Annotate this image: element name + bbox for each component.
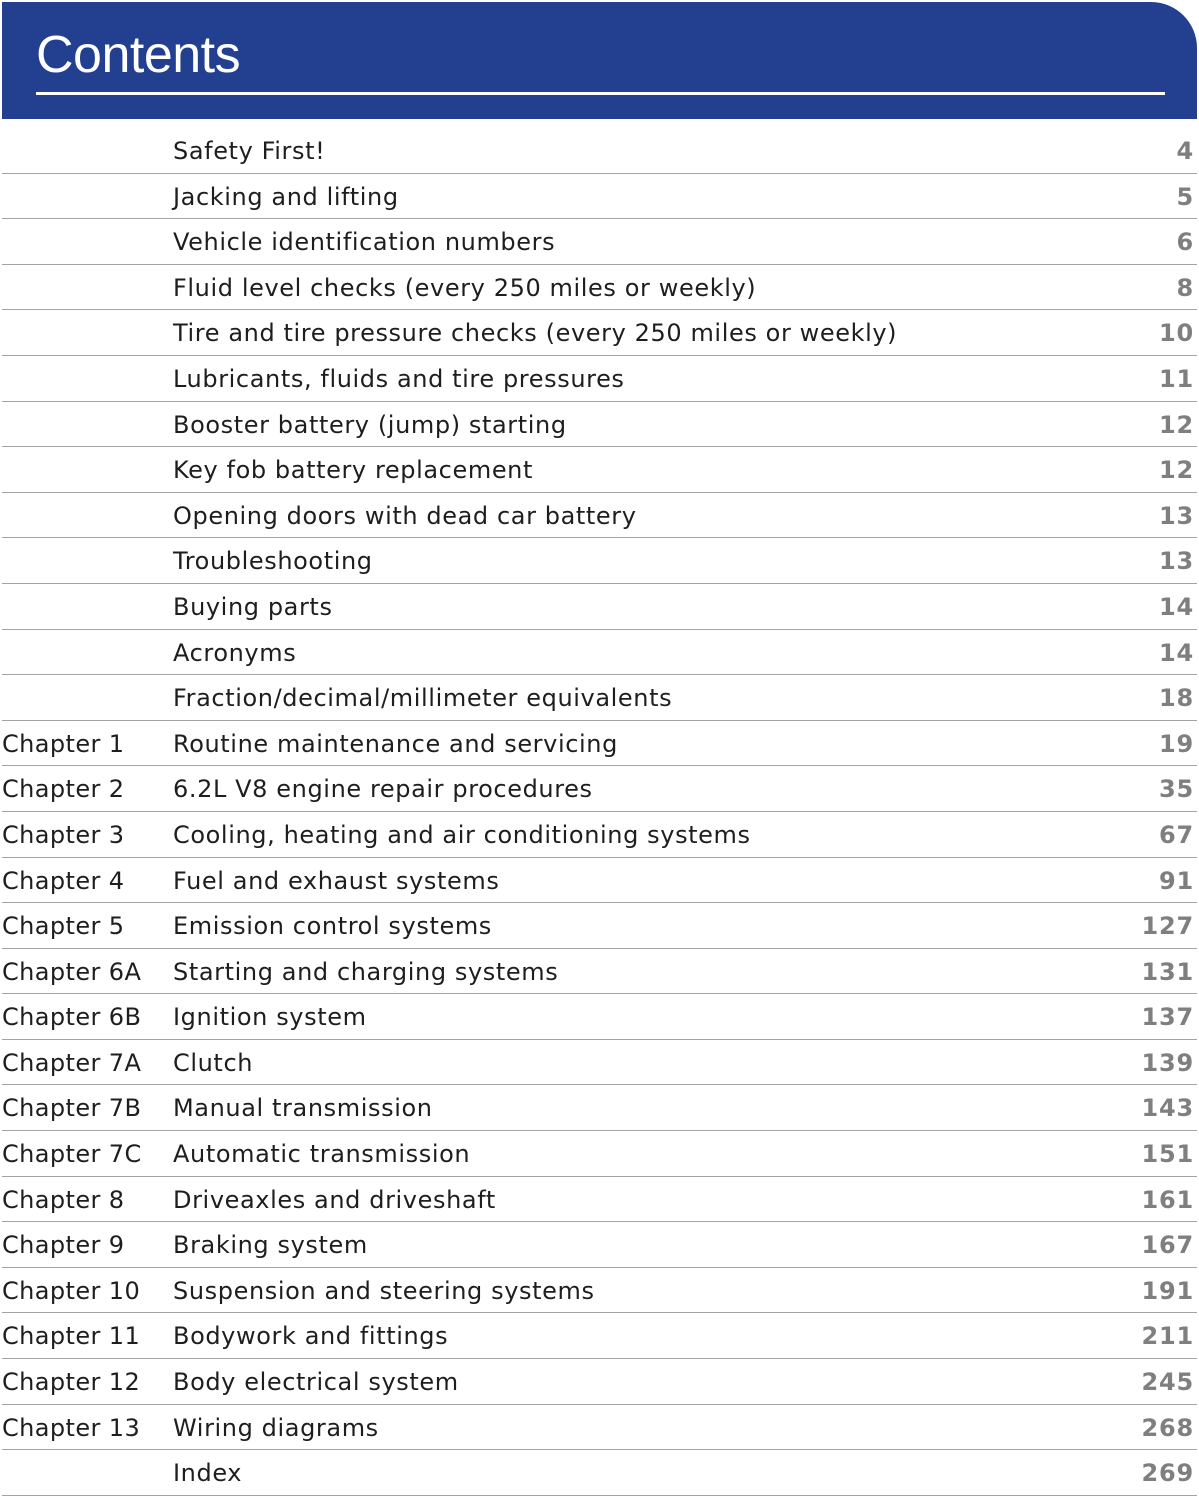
toc-entry[interactable] bbox=[2, 402, 1197, 448]
toc-page-number: 8 bbox=[1176, 273, 1194, 302]
toc-entry[interactable] bbox=[2, 675, 1197, 721]
toc-entry[interactable] bbox=[2, 174, 1197, 220]
toc-entry[interactable] bbox=[2, 128, 1197, 174]
toc-section-title[interactable]: Troubleshooting bbox=[173, 547, 373, 576]
toc-section-title[interactable]: Key fob battery replacement bbox=[173, 456, 534, 485]
toc-entry[interactable] bbox=[2, 493, 1197, 539]
toc-chapter-label: Chapter 8 bbox=[2, 1185, 125, 1214]
toc-entry[interactable] bbox=[2, 265, 1197, 311]
table-of-contents bbox=[2, 128, 1197, 1496]
toc-entry[interactable] bbox=[2, 310, 1197, 356]
page-title: Contents bbox=[36, 26, 241, 84]
toc-entry[interactable] bbox=[2, 1313, 1197, 1359]
toc-page-number: 268 bbox=[1141, 1413, 1194, 1442]
toc-section-title[interactable]: Driveaxles and driveshaft bbox=[173, 1185, 496, 1214]
toc-section-title[interactable]: Suspension and steering systems bbox=[173, 1276, 595, 1305]
toc-entry[interactable] bbox=[2, 356, 1197, 402]
toc-page-number: 191 bbox=[1141, 1276, 1194, 1305]
toc-page-number: 139 bbox=[1141, 1048, 1194, 1077]
toc-chapter-label: Chapter 7B bbox=[2, 1094, 142, 1123]
toc-section-title[interactable]: Starting and charging systems bbox=[173, 957, 559, 986]
toc-section-title[interactable]: Booster battery (jump) starting bbox=[173, 410, 567, 439]
toc-chapter-label: Chapter 7A bbox=[2, 1048, 142, 1077]
toc-entry[interactable] bbox=[2, 584, 1197, 630]
toc-page-number: 19 bbox=[1159, 729, 1194, 758]
toc-entry[interactable] bbox=[2, 858, 1197, 904]
toc-page-number: 14 bbox=[1159, 638, 1194, 667]
toc-section-title[interactable]: Acronyms bbox=[173, 638, 297, 667]
toc-page-number: 35 bbox=[1159, 775, 1194, 804]
toc-chapter-label: Chapter 10 bbox=[2, 1276, 141, 1305]
toc-entry[interactable] bbox=[2, 1268, 1197, 1314]
toc-section-title[interactable]: Cooling, heating and air conditioning systems bbox=[173, 820, 751, 849]
toc-page-number: 4 bbox=[1176, 137, 1194, 165]
toc-section-title[interactable]: Emission control systems bbox=[173, 912, 492, 941]
toc-entry[interactable] bbox=[2, 447, 1197, 493]
toc-page-number: 143 bbox=[1141, 1094, 1194, 1123]
toc-entry[interactable] bbox=[2, 1405, 1197, 1451]
toc-chapter-label: Chapter 5 bbox=[2, 912, 125, 941]
toc-page-number: 13 bbox=[1159, 501, 1194, 530]
toc-entry[interactable] bbox=[2, 994, 1197, 1040]
toc-page-number: 11 bbox=[1159, 364, 1194, 393]
toc-chapter-label: Chapter 11 bbox=[2, 1322, 141, 1351]
toc-entry[interactable] bbox=[2, 1359, 1197, 1405]
toc-page-number: 18 bbox=[1159, 684, 1194, 713]
toc-chapter-label: Chapter 1 bbox=[2, 729, 125, 758]
toc-entry[interactable] bbox=[2, 1131, 1197, 1177]
toc-section-title[interactable]: Wiring diagrams bbox=[173, 1413, 379, 1442]
toc-page-number: 269 bbox=[1141, 1459, 1194, 1488]
toc-page-number: 13 bbox=[1159, 547, 1194, 576]
toc-entry[interactable] bbox=[2, 766, 1197, 812]
toc-chapter-label: Chapter 9 bbox=[2, 1231, 125, 1260]
toc-section-title[interactable]: Ignition system bbox=[173, 1003, 367, 1032]
toc-entry[interactable] bbox=[2, 1040, 1197, 1086]
toc-entry[interactable] bbox=[2, 903, 1197, 949]
toc-entry[interactable] bbox=[2, 1450, 1197, 1496]
toc-section-title[interactable]: Jacking and lifting bbox=[173, 182, 399, 211]
toc-chapter-label: Chapter 12 bbox=[2, 1368, 141, 1397]
toc-section-title[interactable]: Vehicle identification numbers bbox=[173, 228, 556, 257]
toc-page-number: 131 bbox=[1141, 957, 1194, 986]
toc-chapter-label: Chapter 3 bbox=[2, 820, 125, 849]
toc-page-number: 167 bbox=[1141, 1231, 1194, 1260]
toc-section-title[interactable]: Fuel and exhaust systems bbox=[173, 866, 500, 895]
toc-page-number: 161 bbox=[1141, 1185, 1194, 1214]
toc-entry[interactable] bbox=[2, 1177, 1197, 1223]
toc-chapter-label: Chapter 4 bbox=[2, 866, 125, 895]
toc-chapter-label: Chapter 6A bbox=[2, 957, 142, 986]
toc-section-title[interactable]: Body electrical system bbox=[173, 1368, 459, 1397]
toc-section-title[interactable]: Automatic transmission bbox=[173, 1140, 471, 1169]
toc-section-title[interactable]: Opening doors with dead car battery bbox=[173, 501, 637, 530]
toc-page-number: 127 bbox=[1141, 912, 1194, 941]
toc-page-number: 14 bbox=[1159, 592, 1194, 621]
toc-section-title[interactable]: Lubricants, fluids and tire pressures bbox=[173, 364, 625, 393]
toc-page-number: 245 bbox=[1141, 1368, 1194, 1397]
toc-entry[interactable] bbox=[2, 812, 1197, 858]
toc-page-number: 6 bbox=[1176, 228, 1194, 257]
toc-section-title[interactable]: Index bbox=[173, 1459, 243, 1488]
toc-section-title[interactable]: Bodywork and fittings bbox=[173, 1322, 449, 1351]
toc-entry[interactable] bbox=[2, 721, 1197, 767]
toc-chapter-label: Chapter 2 bbox=[2, 775, 125, 804]
toc-section-title[interactable]: Buying parts bbox=[173, 592, 333, 621]
toc-page-number: 5 bbox=[1176, 182, 1194, 211]
toc-entry[interactable] bbox=[2, 1085, 1197, 1131]
toc-page-number: 91 bbox=[1159, 866, 1194, 895]
toc-page-number: 10 bbox=[1159, 319, 1194, 348]
toc-section-title[interactable]: Safety First! bbox=[173, 137, 326, 165]
toc-page-number: 12 bbox=[1159, 410, 1194, 439]
toc-entry[interactable] bbox=[2, 949, 1197, 995]
toc-page-number: 12 bbox=[1159, 456, 1194, 485]
toc-page-number: 211 bbox=[1141, 1322, 1194, 1351]
toc-section-title[interactable]: 6.2L V8 engine repair procedures bbox=[173, 775, 593, 804]
toc-section-title[interactable]: Tire and tire pressure checks (every 250 miles or weekly) bbox=[173, 319, 898, 348]
toc-page-number: 151 bbox=[1141, 1140, 1194, 1169]
toc-section-title[interactable]: Manual transmission bbox=[173, 1094, 433, 1123]
toc-chapter-label: Chapter 6B bbox=[2, 1003, 142, 1032]
toc-chapter-label: Chapter 7C bbox=[2, 1140, 142, 1169]
toc-page-number: 67 bbox=[1159, 820, 1194, 849]
toc-section-title[interactable]: Braking system bbox=[173, 1231, 368, 1260]
header-divider bbox=[36, 92, 1165, 95]
toc-entry[interactable] bbox=[2, 1222, 1197, 1268]
toc-entry[interactable] bbox=[2, 630, 1197, 676]
toc-section-title[interactable]: Clutch bbox=[173, 1048, 254, 1077]
toc-section-title[interactable]: Fraction/decimal/millimeter equivalents bbox=[173, 684, 673, 713]
contents-header bbox=[2, 2, 1197, 119]
toc-section-title[interactable]: Fluid level checks (every 250 miles or weekly) bbox=[173, 273, 757, 302]
toc-entry[interactable] bbox=[2, 538, 1197, 584]
toc-entry[interactable] bbox=[2, 219, 1197, 265]
toc-chapter-label: Chapter 13 bbox=[2, 1413, 141, 1442]
toc-section-title[interactable]: Routine maintenance and servicing bbox=[173, 729, 618, 758]
toc-page-number: 137 bbox=[1141, 1003, 1194, 1032]
